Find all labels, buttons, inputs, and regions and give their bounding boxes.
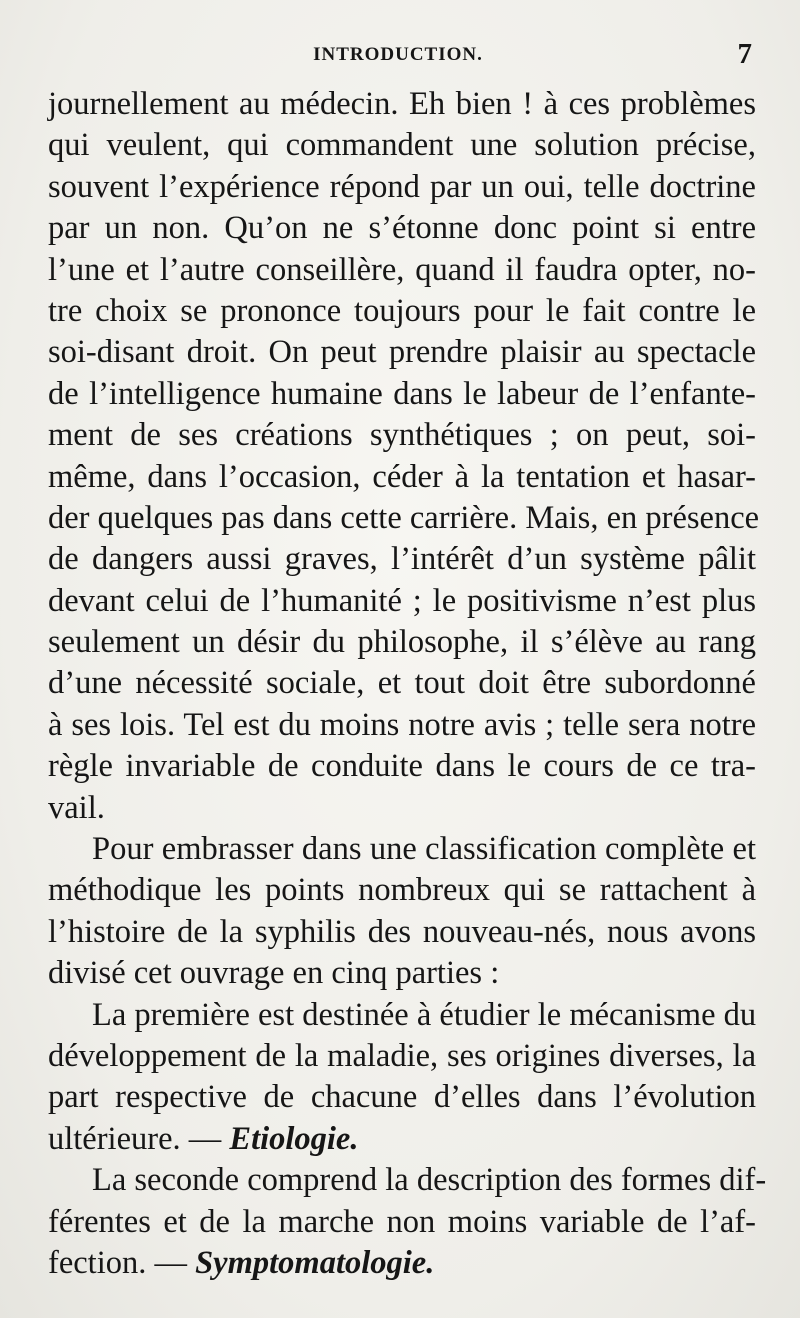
- text-line: La première est destinée à étudier le mécanisme du: [92, 996, 757, 1033]
- text-line-with-term: [48, 1119, 756, 1160]
- text-line: ment de ses créations synthétiques ; on peut, soi-: [48, 417, 756, 454]
- text-line: soi-disant droit. On peut prendre plaisir au spectacle: [48, 334, 756, 371]
- running-head: [48, 38, 752, 74]
- text-line: qui veulent, qui commandent une solution précise,: [48, 127, 756, 164]
- text-line: devant celui de l’humanité ; le positivisme n’est plus: [48, 582, 756, 619]
- text-line: der quelques pas dans cette carrière. Mais, en présence: [48, 499, 760, 536]
- text-line: part respective de chacune d’elles dans l’évolution: [48, 1079, 756, 1116]
- body-text: [48, 84, 767, 1284]
- term-symptomatology: Symptomatologie.: [195, 1244, 435, 1281]
- page-number: 7: [737, 38, 752, 70]
- text-line: vail.: [48, 789, 105, 826]
- text-line: développement de la maladie, ses origines diverses, la: [48, 1037, 756, 1074]
- text-line: même, dans l’occasion, céder à la tentation et hasar-: [48, 458, 756, 495]
- text-line: l’une et l’autre conseillère, quand il faudra opter, no-: [48, 251, 756, 288]
- text-line: par un non. Qu’on ne s’étonne donc point si entre: [48, 210, 756, 247]
- text-line: journellement au médecin. Eh bien ! à ces problèmes: [48, 86, 756, 122]
- text-fragment: fection. —: [48, 1244, 187, 1281]
- text-line-with-term: [48, 1243, 756, 1284]
- text-line: seulement un désir du philosophe, il s’élève au rang: [48, 624, 756, 661]
- text-line: de dangers aussi graves, l’intérêt d’un système pâlit: [48, 541, 756, 578]
- text-line: à ses lois. Tel est du moins notre avis ; telle sera notre: [48, 706, 756, 743]
- text-line: de l’intelligence humaine dans le labeur de l’enfante-: [48, 375, 756, 412]
- text-line: méthodique les points nombreux qui se rattachent à: [48, 872, 756, 909]
- running-title: INTRODUCTION.: [313, 44, 483, 65]
- text-line: férentes et de la marche non moins variable de l’af-: [48, 1203, 756, 1240]
- text-line: l’histoire de la syphilis des nouveau-nés, nous avons: [48, 913, 756, 950]
- text-fragment: ultérieure. —: [48, 1120, 222, 1157]
- term-etiology: Etiologie.: [229, 1120, 359, 1157]
- text-line: d’une nécessité sociale, et tout doit être subordonné: [48, 665, 756, 702]
- text-line: La seconde comprend la description des formes dif-: [92, 1162, 767, 1199]
- text-line: règle invariable de conduite dans le cours de ce tra-: [48, 748, 756, 785]
- text-line: divisé cet ouvrage en cinq parties :: [48, 955, 500, 992]
- text-line: souvent l’expérience répond par un oui, telle doctrine: [48, 168, 756, 205]
- text-line: Pour embrasser dans une classification complète et: [92, 831, 756, 868]
- text-line: tre choix se prononce toujours pour le fait contre le: [48, 292, 756, 329]
